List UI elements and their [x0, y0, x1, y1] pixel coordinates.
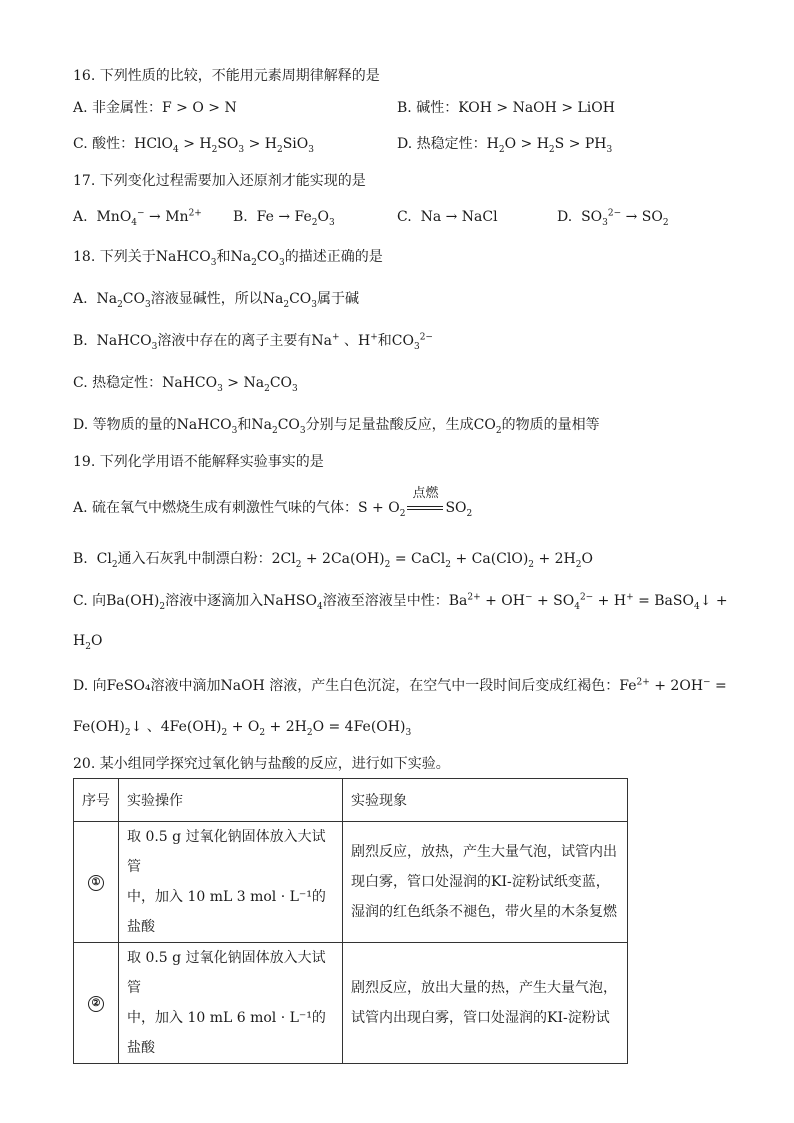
q16-stem: 16. 下列性质的比较，不能用元素周期律解释的是 — [73, 68, 380, 84]
q18-option-b-mid: 溶液中存在的离子主要有 — [157, 333, 312, 349]
header-observation: 实验现象 — [343, 779, 628, 822]
observation-line: 剧烈反应，放出大量的热，产生大量气泡， — [351, 980, 617, 996]
q17-option-c-label: C. — [397, 209, 412, 225]
observation-line: 湿润的红色纸条不褪色，带火星的木条复燃 — [351, 904, 617, 920]
q16-option-b: B. 碱性：KOH > NaOH > LiOH — [397, 100, 615, 116]
header-operation: 实验操作 — [119, 779, 343, 822]
q18-option-c: C. 热稳定性：NaHCO$_3$ > $Na_2CO_3$ — [73, 375, 298, 394]
row-observation — [343, 822, 628, 943]
reaction-condition — [405, 486, 445, 519]
q19-option-d: D. 向FeSO₄溶液中滴加NaOH 溶液，产生白色沉淀，在空气中一段时间后变成红褐色：$Fe^{2+} + 2OH^-$ = — [73, 677, 727, 694]
q18-stem-mid: 和 — [216, 249, 231, 265]
q18-stem: 18. 下列关于NaHCO$_3$和$Na_2CO_3$的描述正确的是 — [73, 249, 383, 268]
row-number-1: ① — [88, 875, 104, 891]
q18-option-a-label: A. — [73, 291, 88, 307]
q16-option-c-label: C. 酸性： — [73, 136, 135, 152]
table-header-row — [74, 779, 628, 822]
table-row — [74, 822, 628, 943]
q18-option-d-mid2: 分别与足量盐酸反应，生成 — [305, 417, 474, 433]
operation-line: 取 0.5 g 过氧化钠固体放入大试管 — [127, 950, 326, 996]
reaction-condition-text: 点燃 — [412, 486, 439, 501]
row-operation — [119, 822, 343, 943]
q19-option-d-text: D. 向FeSO₄溶液中滴加NaOH 溶液，产生白色沉淀，在空气中一段时间后变成红褐色： — [73, 678, 620, 694]
observation-line: 现白雾，管口处湿润的KI-淀粉试纸变蓝， — [351, 874, 610, 890]
row-id — [74, 822, 119, 943]
q19-option-b-mid: 通入石灰乳中制漂白粉： — [117, 551, 272, 567]
q18-option-b: B. NaHCO$_3$溶液中存在的离子主要有Na+ 、H+和$CO_3^{2-}$ — [73, 332, 433, 352]
q19-option-c-mid2: 溶液至溶液呈中性： — [322, 593, 449, 609]
row-observation — [343, 943, 628, 1064]
q18-option-d-mid1: 和 — [237, 417, 252, 433]
q18-stem-suffix: 的描述正确的是 — [284, 249, 383, 265]
q19-option-a: A. 硫在氧气中燃烧生成有刺激性气味的气体：$S + O_2$ 点燃 $SO_2$ — [73, 497, 472, 519]
q18-option-a-mid: 溶液显碱性，所以 — [150, 291, 263, 307]
q17-option-d-label: D. — [557, 209, 573, 225]
operation-line: 取 0.5 g 过氧化钠固体放入大试管 — [127, 829, 326, 875]
q16-option-d — [397, 133, 612, 155]
observation-line: 剧烈反应，放热，产生大量气泡，试管内出 — [351, 844, 617, 860]
q16-option-c — [73, 133, 314, 155]
q18-option-a: A. $Na_2CO_3$溶液显碱性，所以$Na_2CO_3$属于碱 — [73, 291, 360, 310]
q17-option-b-label: B. — [233, 209, 248, 225]
q19-option-a-prefix: A. 硫在氧气中燃烧生成有刺激性气味的气体： — [73, 500, 359, 516]
q19-option-b: B. $Cl_2$通入石灰乳中制漂白粉：$2Cl_2 + 2Ca(OH)_2$ = CaCl$_2$ + $Ca(ClO)_2 + 2H_2O$ — [73, 551, 593, 570]
q18-option-b-label: B. — [73, 333, 88, 349]
q16-option-d-formula: $H_2O > H_2S > PH_3$ — [486, 136, 613, 155]
q18-stem-prefix: 18. 下列关于 — [73, 249, 156, 265]
observation-line: 试管内出现白雾，管口处湿润的KI-淀粉试 — [351, 1010, 610, 1026]
q18-option-b-and: 和 — [377, 333, 392, 349]
q19-option-c-mid: 溶液中逐滴加入 — [165, 593, 264, 609]
q17-option-a-label: A. — [73, 209, 88, 225]
q19-option-b-label: B. — [73, 551, 88, 567]
q18-option-d-prefix: D. 等物质的量的 — [73, 417, 177, 433]
q17-option-d: D. $SO_3^{2-} \to SO_2$ — [557, 208, 669, 228]
q17-option-c: C. Na → NaCl — [397, 209, 498, 225]
q20-stem: 20. 某小组同学探究过氧化钠与盐酸的反应，进行如下实验。 — [73, 756, 450, 772]
header-id: 序号 — [74, 779, 119, 822]
operation-line: 中，加入 10 mL 3 mol · L⁻¹的盐酸 — [127, 889, 326, 935]
q18-option-c-label: C. 热稳定性： — [73, 375, 163, 391]
q18-option-d-suffix: 的物质的量相等 — [501, 417, 600, 433]
q18-option-a-suffix: 属于碱 — [317, 291, 360, 307]
experiment-table — [73, 778, 628, 1064]
q18-option-d: D. 等物质的量的NaHCO$_3$和$Na_2CO_3$分别与足量盐酸反应，生成$CO_2$的物质的量相等 — [73, 417, 600, 436]
q16-option-a: A. 非金属性：F > O > N — [73, 100, 237, 116]
q19-option-c: C. 向$Ba(OH)_2$溶液中逐滴加入NaHSO$_4$溶液至溶液呈中性：$Ba^{2+} + OH^- + SO_4^{2-} + H^+$ = BaSO$_4$↓ + — [73, 592, 728, 612]
q17-option-a: A. $MnO_4^- \to Mn^{2+}$ — [73, 208, 202, 228]
row-operation — [119, 943, 343, 1064]
operation-line: 中，加入 10 mL 6 mol · L⁻¹的盐酸 — [127, 1010, 326, 1056]
q19-option-c-cont: $H_2O$ — [73, 633, 103, 652]
q16-option-d-label: D. 热稳定性： — [397, 136, 487, 152]
q19-stem: 19. 下列化学用语不能解释实验事实的是 — [73, 454, 324, 470]
row-number-2: ② — [88, 996, 104, 1012]
q17-option-b: B. $Fe \to Fe_2O_3$ — [233, 209, 335, 228]
q17-stem: 17. 下列变化过程需要加入还原剂才能实现的是 — [73, 173, 366, 189]
q19-option-c-prefix: C. 向 — [73, 593, 107, 609]
row-id — [74, 943, 119, 1064]
q16-option-c-formula: HClO$_4$ > $H_2SO_3 > H_2SiO_3$ — [134, 136, 314, 155]
q19-option-d-cont: $Fe(OH)_2↓$ 、$4Fe(OH)_2 + O_2 + 2H_2O = 4Fe(OH)_3$ — [73, 719, 412, 738]
table-row — [74, 943, 628, 1064]
